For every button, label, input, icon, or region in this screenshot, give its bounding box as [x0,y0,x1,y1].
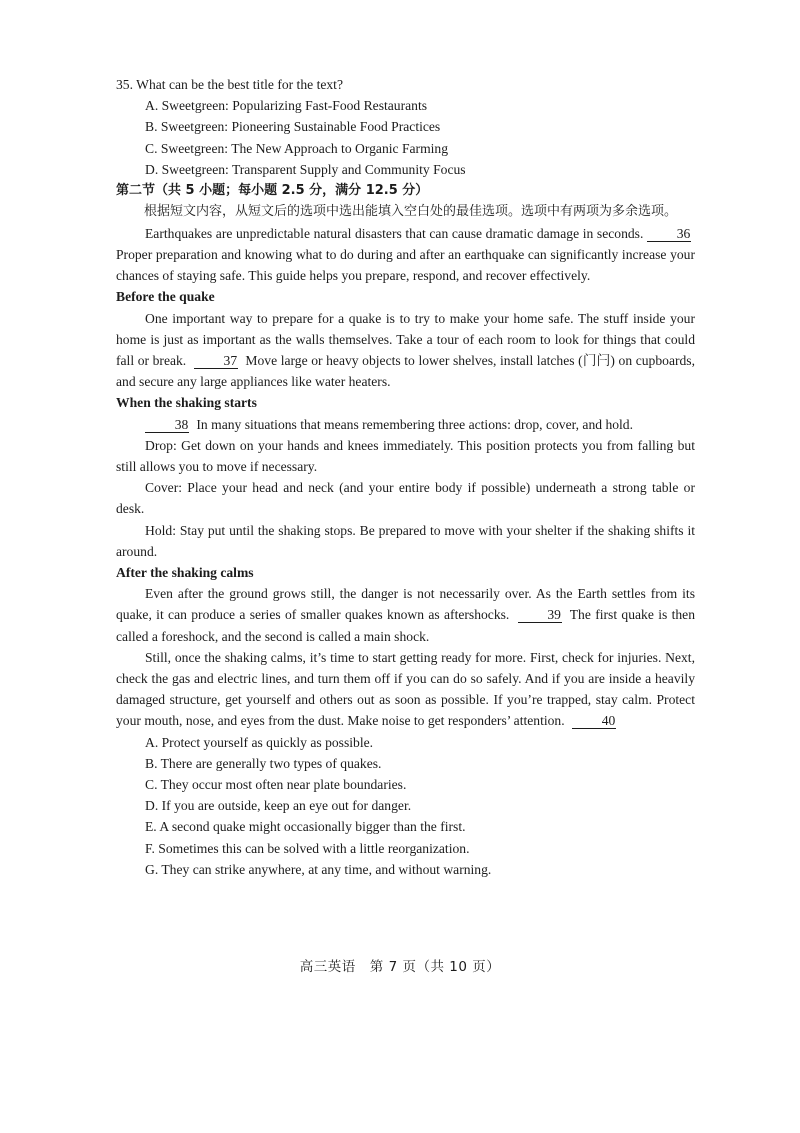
paragraph-shaking-calms [116,583,695,647]
paragraph-drop: Drop: Get down on your hands and knees immediately. This position protects you from falling but still allows you to move if necessary. [116,437,695,474]
choice-g: G. They can strike anywhere, at any time, and without warning. [145,861,492,877]
page-footer: 高三英语 第 7 页（共 10 页） [299,959,501,975]
paragraph-before-quake [116,308,695,393]
before-sentence-a: One important way to prepare for a quake is to try to make your home safe. The stuff inside your home is just as important as the walls themselves. Take a tour of each room to look for things that could fall or break. [116,310,695,368]
starts-sentence: In many situations that means remembering three actions: drop, cover, and hold. [196,416,634,432]
calms-sentence-a: Even after the ground grows still, the danger is not necessarily over. As the Earth settles from its quake, it can produce a series of smaller quakes known as aftershocks. [116,586,695,623]
heading-shaking-calms: After the shaking calms [116,564,254,580]
section-instructions: 根据短文内容，从短文后的选项中选出能填入空白处的最佳选项。选项中有两项为多余选项。 [144,204,678,220]
final-sentences: Still, once the shaking calms, it’s time to start getting ready for more. First, check for injuries. Next, check the gas and electric lines, and turn them off if you can do so safely. And if you are inside a heavily damaged structure, get yourself and others out as soon as possible. If you’re trapped, stay calm. Protect your mouth, nose, and eyes from the dust. Make noise to get responders’ attention. [116,649,695,729]
paragraph-cover: Cover: Place your head and neck (and your entire body if possible) underneath a strong table or desk. [116,480,695,517]
blank-37: 37 [194,353,238,369]
heading-shaking-starts: When the shaking starts [116,395,257,411]
choice-f: F. Sometimes this can be solved with a little reorganization. [145,840,470,856]
intro-sentence-a: Earthquakes are unpredictable natural disasters that can cause dramatic damage in seconds. [145,225,644,241]
question-35-option-d: D. Sweetgreen: Transparent Supply and Community Focus [145,161,466,177]
passage-intro [116,223,695,287]
blank-38: 38 [145,417,189,433]
blank-40: 40 [572,713,616,729]
before-sentence-b: Move large or heavy objects to lower shelves, install latches (门闩) on cupboards, and secure any large appliances like water heaters. [116,352,695,390]
heading-before-quake: Before the quake [116,289,215,305]
choice-a: A. Protect yourself as quickly as possible. [145,734,374,750]
choice-d: D. If you are outside, keep an eye out for danger. [145,798,412,814]
blank-39: 39 [518,607,562,623]
choice-c: C. They occur most often near plate boundaries. [145,777,407,792]
choice-e: E. A second quake might occasionally bigger than the first. [145,819,466,835]
answer-choices [116,732,695,880]
paragraph-final [116,647,695,732]
calms-sentence-b: The first quake is then called a foreshock, and the second is called a main shock. [116,607,696,644]
question-35-option-b: B. Sweetgreen: Pioneering Sustainable Food Practices [145,119,441,135]
question-35-option-a: A. Sweetgreen: Popularizing Fast-Food Restaurants [145,98,428,114]
paragraph-shaking-starts [116,414,695,435]
section-title: 第二节（共 5 小题；每小题 2.5 分，满分 12.5 分） [116,183,429,199]
question-35-option-c: C. Sweetgreen: The New Approach to Organic Farming [145,140,449,156]
blank-36: 36 [647,226,691,242]
intro-sentence-b: Proper preparation and knowing what to do during and after an earthquake can significantly increase your chances of staying safe. This guide helps you prepare, respond, and recover effectively. [116,246,695,284]
question-35-stem: 35. What can be the best title for the text? [116,77,343,92]
paragraph-hold: Hold: Stay put until the shaking stops. Be prepared to move with your shelter if the shaking shifts it around. [116,522,695,559]
choice-b: B. There are generally two types of quakes. [145,755,382,771]
